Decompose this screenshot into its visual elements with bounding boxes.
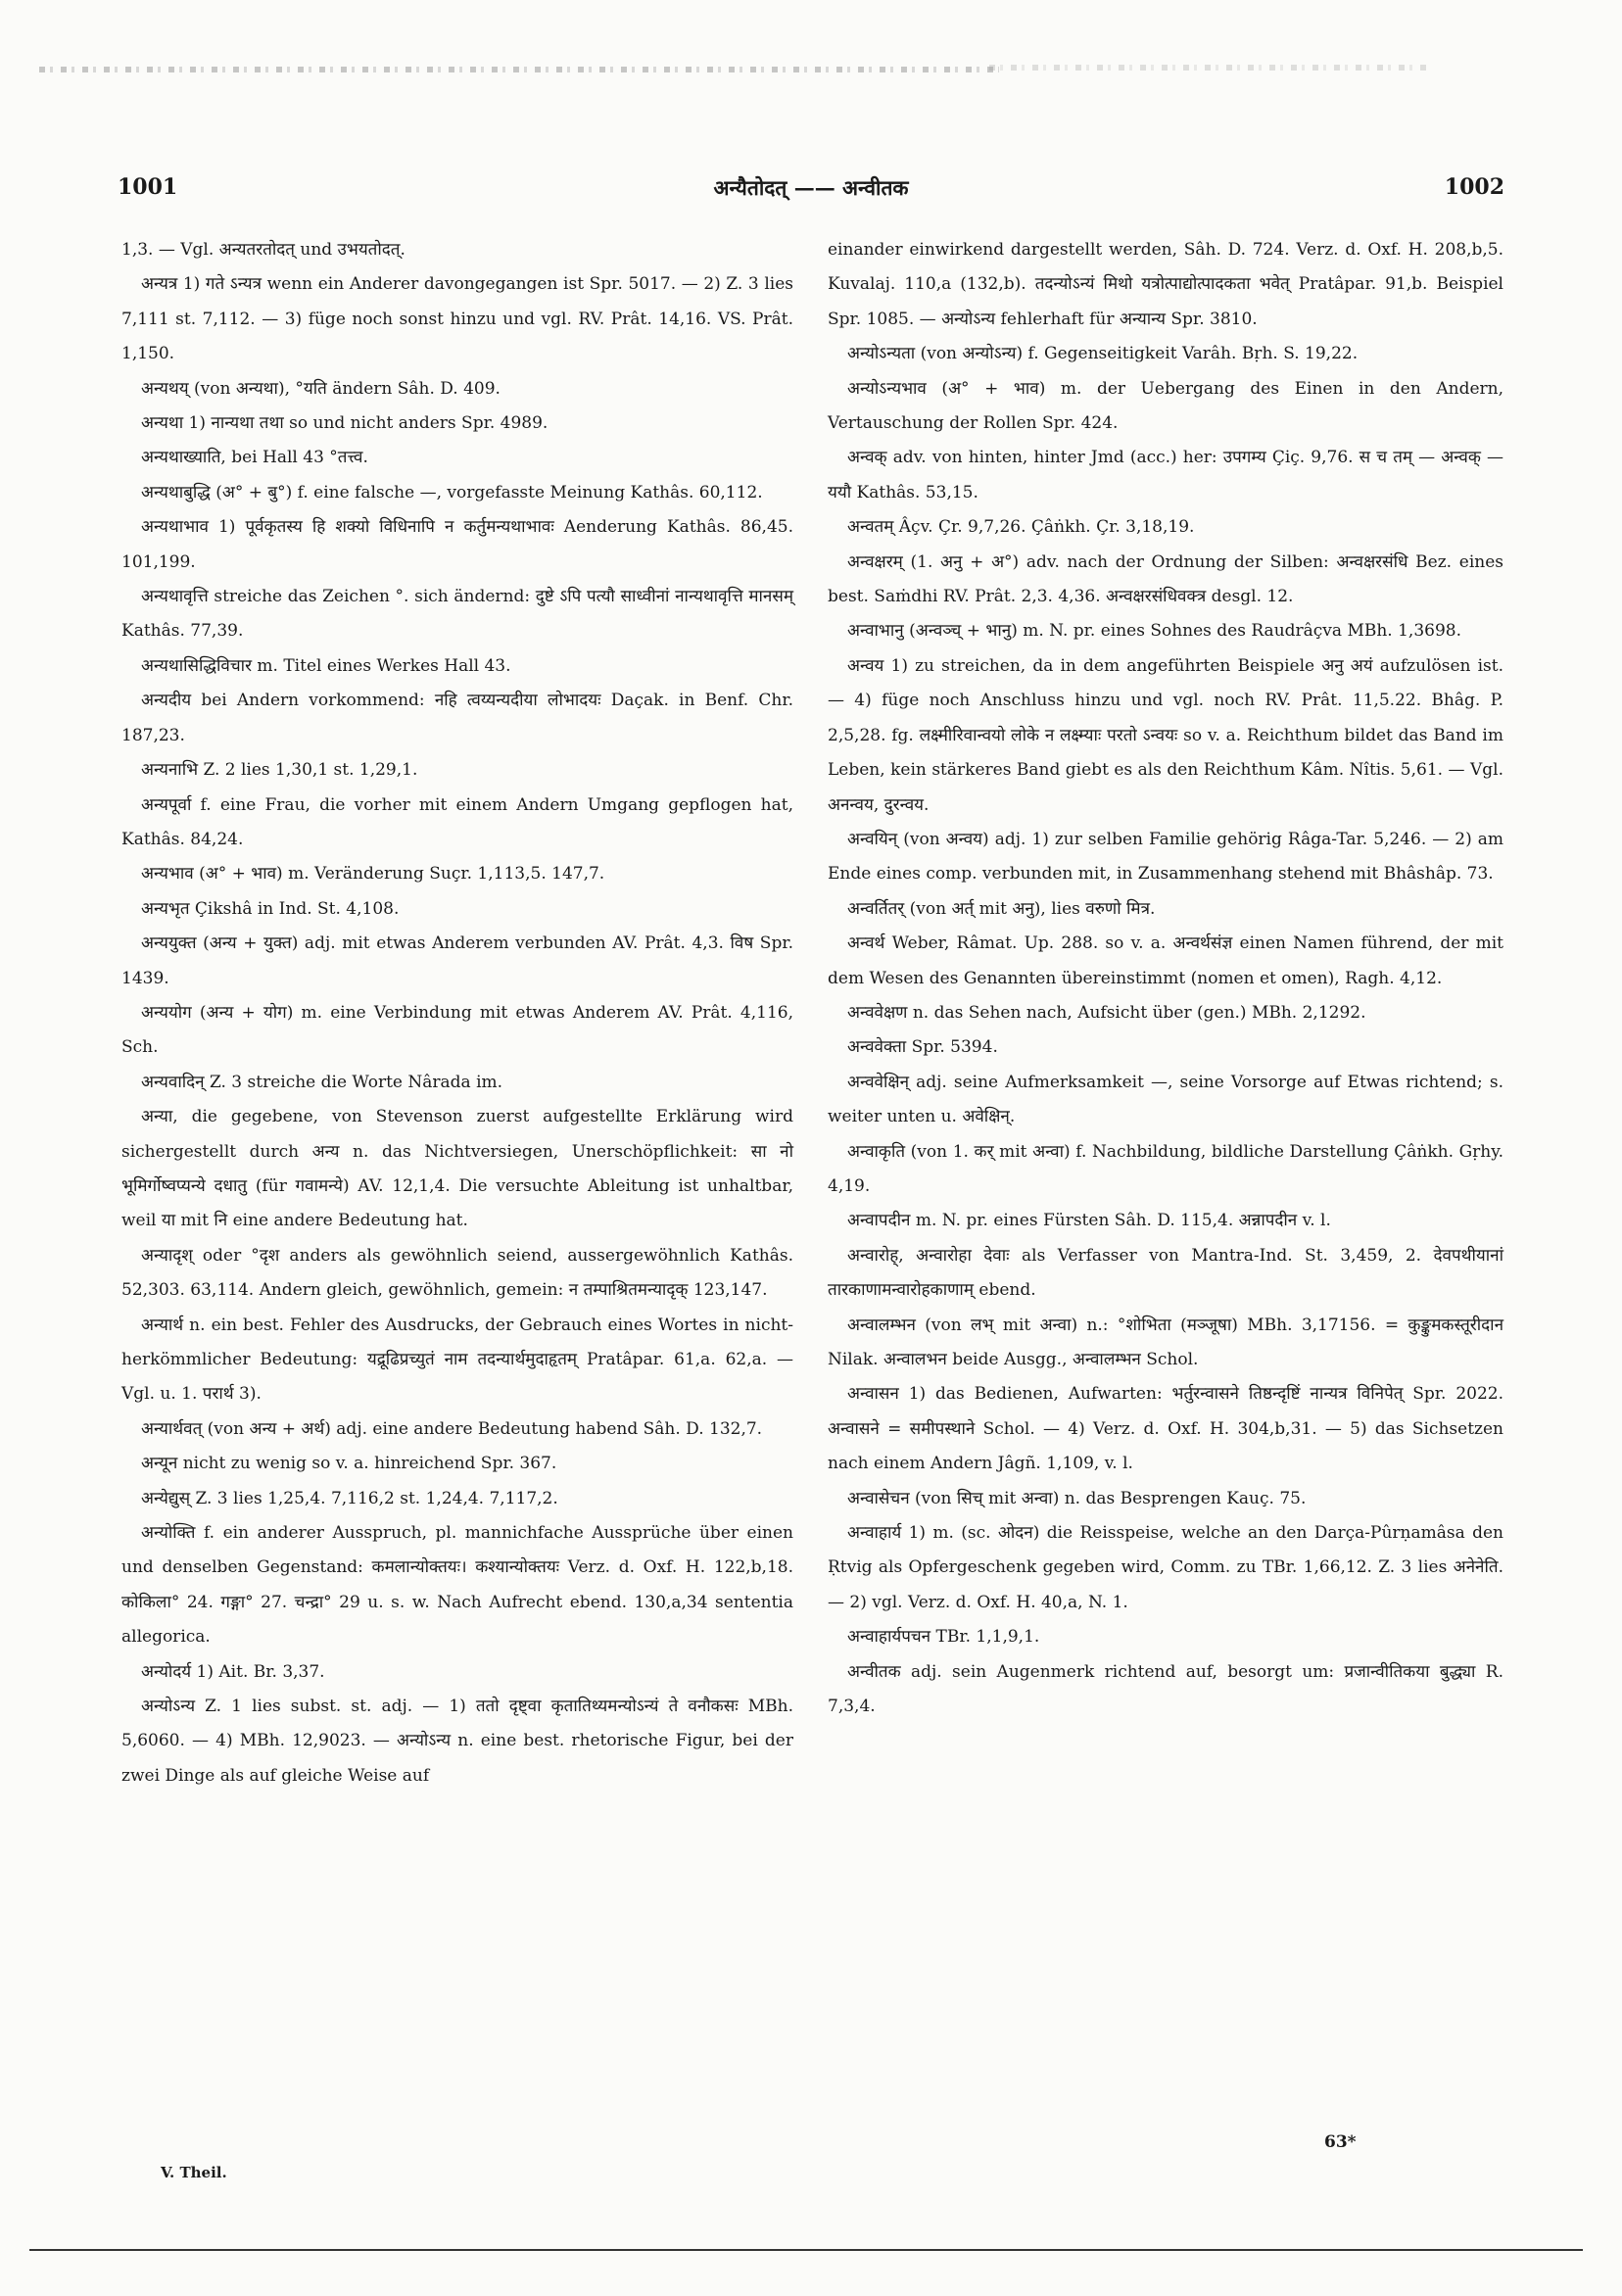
dictionary-entry: अन्ययुक्त (अन्य + युक्त) adj. mit etwas Anderem verbunden AV. Prât. 4,3. विष Spr. 1439.	[121, 933, 793, 988]
dictionary-entry: अन्यार्थवत् (von अन्य + अर्थ) adj. eine andere Bedeutung habend Sâh. D. 132,7.	[141, 1418, 763, 1439]
dictionary-entry: अन्योऽन्य Z. 1 lies subst. st. adj. — 1) ततो दृष्ट्वा कृतातिथ्यमन्योऽन्यं ते वनौकसः MBh. 5,6060. — 4) MBh. 12,9023. — अन्योऽन्य n. eine best. rhetorische Figur, bei der zwei Dinge als auf gleiche Weise auf	[121, 1697, 793, 1786]
signature-mark-volume: V. Theil.	[161, 2164, 227, 2181]
dictionary-entry: अन्ववेक्षण n. das Sehen nach, Aufsicht über (gen.) MBh. 2,1292.	[847, 1002, 1366, 1023]
dictionary-entry: अन्यून nicht zu wenig so v. a. hinreichend Spr. 367.	[141, 1454, 557, 1474]
dictionary-entry: अन्वारोह्, अन्वारोहा देवाः als Verfasser von Mantra-Ind. St. 3,459, 2. देवपथीयानां तारकाणामन्वारोहकाणाम् ebend.	[828, 1245, 1503, 1301]
dictionary-entry: अन्वापदीन m. N. pr. eines Fürsten Sâh. D. 115,4. अन्नापदीन v. l.	[847, 1211, 1331, 1231]
dictionary-entry: अन्यथय् (von अन्यथा), °यति ändern Sâh. D. 409.	[141, 378, 501, 399]
entry-continuation: 1,3. — Vgl. अन्यतरतोदत् und उभयतोदत्.	[121, 240, 406, 260]
page-number-right: 1002	[1444, 174, 1504, 200]
dictionary-entry: अन्यथाबुद्धि (अ° + बु°) f. eine falsche —, vorgefasste Meinung Kathâs. 60,112.	[141, 482, 763, 502]
dictionary-entry: अन्यभृत Çikshâ in Ind. St. 4,108.	[141, 898, 400, 919]
dictionary-entry: अन्ववेक्ता Spr. 5394.	[847, 1037, 998, 1058]
left-column	[121, 233, 793, 1794]
scan-artifact-top-right	[989, 65, 1430, 71]
dictionary-entry: अन्यथाभाव 1) पूर्वकृतस्य हि शक्यो विधिनापि न कर्तुमन्यथाभावः Aenderung Kathâs. 86,45. 101,199.	[121, 517, 793, 572]
dictionary-entry: अन्वर्तितर् (von अर्त् mit अनु), lies वरुणो मित्र.	[847, 898, 1156, 919]
dictionary-entry: अन्वीतक adj. sein Augenmerk richtend auf, besorgt um: प्रजान्वीतिकया बुद्ध्या R. 7,3,4.	[828, 1661, 1503, 1717]
dictionary-entry: अन्वासन 1) das Bedienen, Aufwarten: भर्तुरन्वासने तिष्ठन्दृष्टिं नान्यत्र विनिपेत् Spr. 2022. अन्वासने = समीपस्थाने Schol. — 4) Verz. d. Oxf. H. 304,b,31. — 5) das Sichsetzen nach einem Andern Jâgñ. 1,109, v. l.	[828, 1384, 1503, 1474]
dictionary-entry: अन्यथाख्याति, bei Hall 43 °तत्त्व.	[141, 448, 368, 468]
dictionary-entry: अन्वय 1) zu streichen, da in dem angeführten Beispiele अनु अयं aufzulösen ist. — 4) füge noch Anschluss hinzu und vgl. noch RV. Prât. 11,5.22. Bhâg. P. 2,5,28. fg. लक्ष्मीरिवान्वयो लोके न लक्ष्म्याः परतो ऽन्वयः so v. a. Reichthum bildet das Band im Leben, kein stärkeres Band giebt es als den Reichthum Kâm. Nîtis. 5,61. — Vgl. अनन्वय, दुरन्वय.	[828, 655, 1503, 815]
dictionary-entry: अन्वासेचन (von सिच् mit अन्वा) n. das Besprengen Kauç. 75.	[847, 1488, 1307, 1508]
entry-continuation: einander einwirkend dargestellt werden, Sâh. D. 724. Verz. d. Oxf. H. 208,b,5. Kuvalaj. 110,a (132,b). तदन्योऽन्यं मिथो यत्रोत्पाद्योत्पादकता भवेत् Pratâpar. 91,b. Beispiel Spr. 1085. — अन्योऽन्य fehlerhaft für अन्यान्य Spr. 3810.	[828, 240, 1503, 329]
dictionary-entry: अन्यभाव (अ° + भाव) m. Veränderung Suçr. 1,113,5. 147,7.	[141, 864, 605, 885]
dictionary-entry: अन्वाकृति (von 1. कर् mit अन्वा) f. Nachbildung, bildliche Darstellung Çâṅkh. Gṛhy. 4,19.	[828, 1141, 1503, 1196]
signature-mark-sheet: 63*	[1324, 2132, 1357, 2152]
dictionary-entry: अन्ववेक्षिन् adj. seine Aufmerksamkeit —, seine Vorsorge auf Etwas richtend; s. weiter unten u. अवेक्षिन्.	[828, 1072, 1503, 1127]
dictionary-entry: अन्ययोग (अन्य + योग) m. eine Verbindung mit etwas Anderem AV. Prât. 4,116, Sch.	[121, 1002, 793, 1058]
dictionary-entry: अन्यपूर्वा f. eine Frau, die vorher mit einem Andern Umgang gepflogen hat, Kathâs. 84,24.	[121, 794, 793, 849]
dictionary-entry: अन्येद्युस् Z. 3 lies 1,25,4. 7,116,2 st. 1,24,4. 7,117,2.	[141, 1488, 558, 1508]
dictionary-entry: अन्यथासिद्धिविचार m. Titel eines Werkes Hall 43.	[141, 655, 511, 676]
dictionary-entry: अन्यादृश् oder °दृश anders als gewöhnlich seiend, aussergewöhnlich Kathâs. 52,303. 63,114. Andern gleich, gewöhnlich, gemein: न तम्पाश्रितमन्यादृक् 123,147.	[121, 1245, 793, 1301]
scan-artifact-top	[39, 67, 999, 72]
dictionary-entry: अन्योक्ति f. ein anderer Ausspruch, pl. mannichfache Aussprüche über einen und denselben Gegenstand: कमलान्योक्तयः। कश्यान्योक्तयः Verz. d. Oxf. H. 122,b,18. कोकिला° 24. गङ्गा° 27. चन्द्रा° 29 u. s. w. Nach Aufrecht ebend. 130,a,34 sententia allegorica.	[121, 1523, 793, 1648]
dictionary-entry: अन्यथावृत्ति streiche das Zeichen °. sich ändernd: दुष्टे ऽपि पत्यौ साध्वीनां नान्यथावृत्ति मानसम् Kathâs. 77,39.	[121, 587, 793, 642]
dictionary-entry: अन्वक्षरम् (1. अनु + अ°) adv. nach der Ordnung der Silben: अन्वक्षरसंधि Bez. eines best. Saṁdhi RV. Prât. 2,3. 4,36. अन्वक्षरसंधिवक्त्र desgl. 12.	[828, 551, 1503, 607]
page-header	[118, 174, 1504, 214]
dictionary-entry: अन्वर्थ Weber, Râmat. Up. 288. so v. a. अन्वर्थसंज्ञ einen Namen führend, der mit dem Wesen des Genannten übereinstimmt (nomen et omen), Ragh. 4,12.	[828, 933, 1503, 988]
page-bottom-rule	[29, 2249, 1583, 2251]
dictionary-entry: अन्वाहार्य 1) m. (sc. ओदन) die Reisspeise, welche an den Darça-Pûrṇamâsa den Ṛtvig als Opfergeschenk gegeben wird, Comm. zu TBr. 1,66,12. Z. 3 lies अनेनेति. — 2) vgl. Verz. d. Oxf. H. 40,a, N. 1.	[828, 1523, 1503, 1612]
dictionary-entry: अन्वालम्भन (von लभ् mit अन्वा) n.: °शोभिता (मञ्जूषा) MBh. 3,17156. = कुङ्कुमकस्तूरीदान Nilak. अन्वालभन beide Ausgg., अन्वालम्भन Schol.	[828, 1315, 1503, 1369]
dictionary-entry: अन्वयिन् (von अन्वय) adj. 1) zur selben Familie gehörig Râga-Tar. 5,246. — 2) am Ende eines comp. verbunden mit, in Zusammenhang stehend mit Bhâshâp. 73.	[828, 829, 1503, 885]
dictionary-entry: अन्यनाभि Z. 2 lies 1,30,1 st. 1,29,1.	[141, 760, 418, 781]
running-head: अन्यैतोदत् —— अन्वीतक	[713, 175, 909, 200]
dictionary-entry: अन्योऽन्यता (von अन्योऽन्य) f. Gegenseitigkeit Varâh. Bṛh. S. 19,22.	[847, 344, 1359, 364]
right-column	[828, 233, 1503, 1724]
dictionary-entry: अन्या, die gegebene, von Stevenson zuerst aufgestellte Erklärung wird sichergestellt durch अन्य n. das Nichtversiegen, Unerschöpflichkeit: सा नो भूमिर्गोष्वप्यन्ये दधातु (für गवामन्ये) AV. 12,1,4. Die versuchte Ableitung ist unhaltbar, weil या mit नि eine andere Bedeutung hat.	[121, 1107, 793, 1231]
dictionary-entry: अन्यदीय bei Andern vorkommend: नहि त्वय्यन्यदीया लोभादयः Daçak. in Benf. Chr. 187,23.	[121, 691, 793, 745]
dictionary-entry: अन्योदर्य 1) Ait. Br. 3,37.	[141, 1661, 325, 1682]
dictionary-entry: अन्यवादिन् Z. 3 streiche die Worte Nârada im.	[141, 1072, 503, 1092]
dictionary-entry: अन्यार्थ n. ein best. Fehler des Ausdrucks, der Gebrauch eines Wortes in nicht-herkömmlicher Bedeutung: यद्रूढिप्रच्युतं नाम तदन्यार्थमुदाहृतम् Pratâpar. 61,a. 62,a. — Vgl. u. 1. परार्थ 3).	[121, 1315, 793, 1405]
dictionary-entry: अन्वक् adv. von hinten, hinter Jmd (acc.) her: उपगम्य Çiç. 9,76. स च तम् — अन्वक् — ययौ Kathâs. 53,15.	[828, 448, 1503, 502]
dictionary-entry: अन्यथा 1) नान्यथा तथा so und nicht anders Spr. 4989.	[141, 413, 549, 434]
dictionary-entry: अन्यत्र 1) गते ऽन्यत्र wenn ein Anderer davongegangen ist Spr. 5017. — 2) Z. 3 lies 7,111 st. 7,112. — 3) füge noch sonst hinzu und vgl. RV. Prât. 14,16. VS. Prât. 1,150.	[121, 274, 793, 364]
dictionary-entry: अन्वतम् Âçv. Çr. 9,7,26. Çâṅkh. Çr. 3,18,19.	[847, 517, 1195, 538]
dictionary-entry: अन्वाभानु (अन्वञ्च् + भानु) m. N. pr. eines Sohnes des Raudrâçva MBh. 1,3698.	[847, 621, 1461, 642]
dictionary-entry: अन्वाहार्यपचन TBr. 1,1,9,1.	[847, 1627, 1040, 1648]
dictionary-entry: अन्योऽन्यभाव (अ° + भाव) m. der Uebergang des Einen in den Andern, Vertauschung der Rollen Spr. 424.	[828, 378, 1503, 434]
page-number-left: 1001	[118, 174, 178, 200]
